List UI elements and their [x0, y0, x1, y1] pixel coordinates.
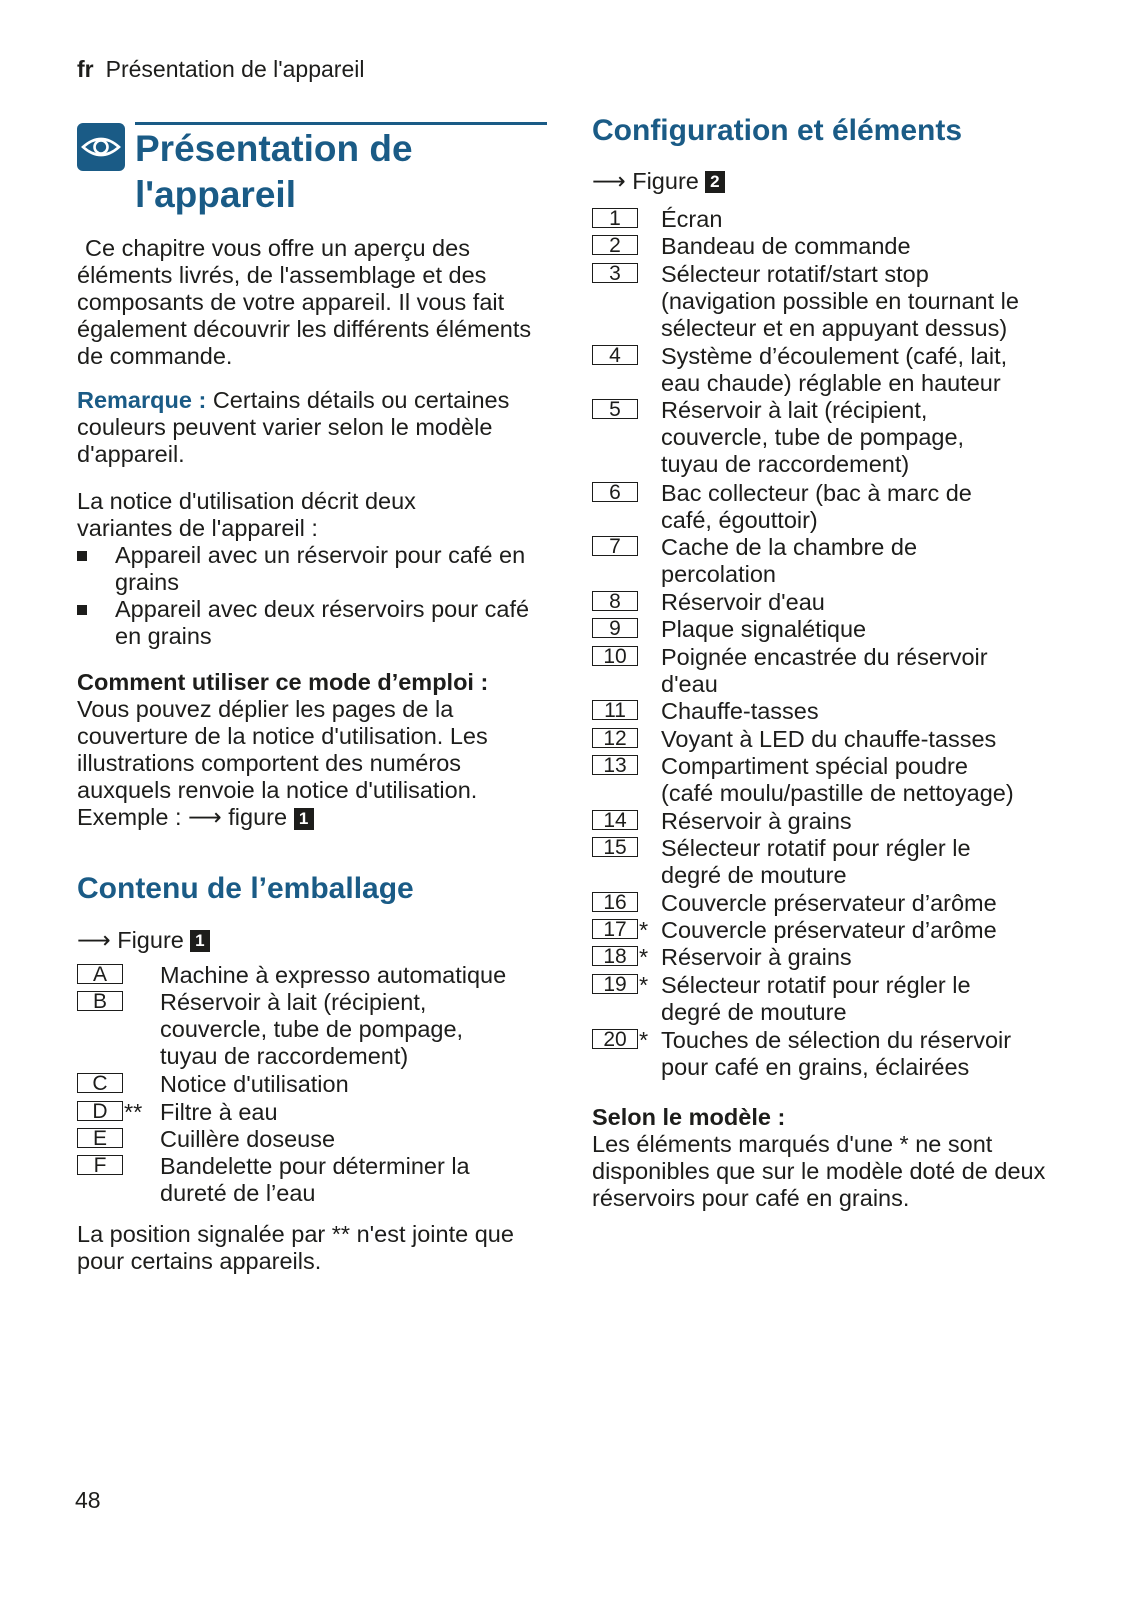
item-text: [661, 1027, 1011, 1081]
list-item: [592, 261, 1112, 343]
item-key: 1: [592, 208, 638, 228]
item-text: [661, 808, 852, 835]
item-key: 16: [592, 892, 638, 912]
item-text-line: Écran: [661, 206, 723, 232]
list-item: [77, 962, 597, 989]
intro-paragraph: Ce chapitre vous offre un aperçu des éléments livrés, de l'assemblage et des composants de votre appareil. Il vous fait également découvrir les différents éléments de commande.: [77, 235, 532, 369]
page-title-line1: Présentation de: [135, 128, 413, 169]
list-item: [592, 206, 1112, 233]
variants-intro: La notice d'utilisation décrit deux variantes de l'appareil :: [77, 488, 416, 541]
item-text-line: Réservoir à lait (récipient,: [160, 989, 427, 1016]
item-key: 19: [592, 974, 638, 994]
list-item: Appareil avec un réservoir pour café en grains: [77, 542, 547, 596]
list-item: [592, 753, 1112, 808]
list-item: [592, 644, 1112, 699]
item-text: [160, 989, 463, 1070]
item-key: 3: [592, 263, 638, 283]
item-text: [661, 397, 964, 478]
item-key: 10: [592, 646, 638, 666]
item-text-line: Bandelette pour déterminer la: [160, 1153, 470, 1180]
item-text: [160, 1126, 335, 1153]
item-text-line: Sélecteur rotatif pour régler le: [661, 835, 971, 862]
item-text: [160, 1153, 470, 1207]
list-item: [77, 1153, 597, 1208]
item-text-line: Cache de la chambre de: [661, 534, 918, 561]
item-key: F: [77, 1155, 123, 1175]
list-item: [592, 835, 1112, 890]
packaging-title: Contenu de l’emballage: [77, 872, 414, 905]
item-key: 18: [592, 946, 638, 966]
item-text-line: d'eau: [661, 670, 718, 697]
howto-title: Comment utiliser ce mode d’emploi :: [77, 669, 489, 695]
list-item: [592, 1027, 1112, 1082]
item-text: [661, 616, 866, 643]
item-text: [661, 972, 971, 1026]
item-text: [661, 698, 819, 725]
eye-icon: [77, 123, 125, 171]
figure-label: Figure: [117, 927, 184, 953]
model-note: [592, 1104, 1092, 1212]
item-text-line: Poignée encastrée du réservoir: [661, 643, 988, 670]
item-text: [661, 753, 1014, 807]
list-item: [77, 1099, 597, 1126]
list-item: [592, 397, 1112, 479]
item-text-line: Réservoir à grains: [661, 944, 852, 971]
packaging-footnote: La position signalée par ** n'est jointe que pour certains appareils.: [77, 1221, 514, 1274]
item-text: [661, 644, 988, 698]
arrow-icon: ⟶: [592, 168, 626, 194]
remark-label: Remarque :: [77, 387, 207, 413]
item-text: [661, 534, 917, 588]
item-text: [661, 343, 1007, 397]
example-word: figure: [228, 804, 288, 830]
item-text-line: Bac collecteur (bac à marc de: [661, 479, 972, 506]
howto-block: [77, 669, 547, 831]
list-item: [592, 726, 1112, 753]
item-text-line: dureté de l’eau: [160, 1180, 316, 1207]
item-key: B: [77, 991, 123, 1011]
list-item: [77, 989, 597, 1071]
item-text: [160, 1071, 349, 1098]
item-key: 7: [592, 536, 638, 556]
item-text: [661, 917, 997, 944]
item-marker: *: [639, 1026, 649, 1053]
remark-text: Certains détails ou certaines couleurs peuvent varier selon le modèle d'appareil.: [77, 387, 510, 467]
item-text-line: Filtre à eau: [160, 1098, 278, 1125]
page-title: [135, 126, 413, 218]
item-key: 5: [592, 399, 638, 419]
model-note-text: Les éléments marqués d'une * ne sont disponibles que sur le modèle doté de deux réservoirs pour café en grains.: [592, 1131, 1046, 1211]
item-text-line: Compartiment spécial poudre: [661, 753, 968, 779]
list-item: [592, 480, 1112, 535]
item-text-line: Couvercle préservateur d’arôme: [661, 889, 997, 916]
item-text-line: (navigation possible en tournant le: [661, 287, 1019, 314]
item-text-line: Réservoir d'eau: [661, 588, 825, 615]
packaging-figure-ref: [77, 926, 210, 954]
item-key: 8: [592, 591, 638, 611]
page-number: 48: [75, 1487, 101, 1513]
item-text: [661, 726, 996, 753]
list-item: [592, 589, 1112, 616]
item-marker: *: [639, 917, 649, 944]
item-text: [160, 962, 506, 989]
example-prefix: Exemple :: [77, 804, 182, 830]
config-figure-ref: [592, 167, 725, 195]
page-title-line2: l'appareil: [135, 174, 296, 215]
bullet-icon: [77, 551, 87, 561]
item-marker: *: [639, 944, 649, 971]
item-text-line: sélecteur et en appuyant dessus): [661, 314, 1008, 341]
list-item: [592, 698, 1112, 725]
item-text-line: Touches de sélection du réservoir: [661, 1026, 1012, 1053]
item-text-line: tuyau de raccordement): [160, 1043, 409, 1070]
item-text: [661, 261, 1019, 342]
item-key: 20: [592, 1029, 638, 1049]
header-title: Présentation de l'appareil: [105, 56, 365, 82]
list-item: Appareil avec deux réservoirs pour café en grains: [77, 596, 547, 650]
item-text-line: (café moulu/pastille de nettoyage): [661, 780, 1014, 806]
config-title: Configuration et éléments: [592, 114, 963, 147]
item-text-line: Bandeau de commande: [661, 233, 911, 260]
item-key: E: [77, 1128, 123, 1148]
item-text: [160, 1099, 278, 1126]
item-text-line: Réservoir à grains: [661, 807, 852, 834]
item-text: [661, 206, 722, 233]
figure-label: Figure: [632, 168, 699, 194]
item-text-line: Couvercle préservateur d’arôme: [661, 917, 997, 944]
running-header: [77, 56, 364, 83]
item-key: 9: [592, 618, 638, 638]
item-text-line: Sélecteur rotatif pour régler le: [661, 971, 971, 998]
item-text: [661, 480, 972, 534]
item-text-line: couvercle, tube de pompage,: [661, 424, 965, 451]
item-key: 17: [592, 919, 638, 939]
item-text-line: Voyant à LED du chauffe-tasses: [661, 725, 997, 752]
item-text-line: eau chaude) réglable en hauteur: [661, 369, 1001, 396]
figure-badge: 1: [190, 930, 210, 952]
item-text-line: Plaque signalétique: [661, 616, 867, 643]
item-text-line: degré de mouture: [661, 998, 847, 1025]
item-key: 4: [592, 345, 638, 365]
item-text-line: café, égouttoir): [661, 506, 818, 533]
item-text-line: Sélecteur rotatif/start stop: [661, 260, 929, 287]
item-key: 13: [592, 755, 638, 775]
item-text-line: Réservoir à lait (récipient,: [661, 397, 928, 424]
list-item: [592, 616, 1112, 643]
figure-badge: 2: [705, 171, 725, 193]
item-text-line: percolation: [661, 561, 776, 588]
list-item: [592, 808, 1112, 835]
figure-badge: 1: [294, 808, 314, 830]
list-item: [592, 917, 1112, 944]
item-text-line: degré de mouture: [661, 862, 847, 889]
item-key: 14: [592, 810, 638, 830]
list-item: [77, 1126, 597, 1153]
item-key: 15: [592, 837, 638, 857]
item-key: C: [77, 1073, 123, 1093]
item-marker: *: [639, 971, 649, 998]
item-text-line: Chauffe-tasses: [661, 698, 819, 725]
item-text: [661, 835, 971, 889]
item-text-line: Notice d'utilisation: [160, 1071, 349, 1098]
item-text: [661, 233, 911, 260]
title-rule: [135, 122, 547, 125]
list-item: [592, 534, 1112, 589]
item-text-line: tuyau de raccordement): [661, 451, 910, 478]
item-key: 6: [592, 482, 638, 502]
item-marker: **: [124, 1098, 143, 1125]
arrow-icon: ⟶: [188, 804, 222, 830]
model-note-title: Selon le modèle :: [592, 1104, 786, 1130]
item-key: 2: [592, 235, 638, 255]
list-item: [592, 890, 1112, 917]
list-item: [592, 343, 1112, 398]
item-key: A: [77, 964, 123, 984]
language-code: fr: [77, 56, 94, 82]
item-text: [661, 890, 997, 917]
item-text-line: Système d’écoulement (café, lait,: [661, 342, 1008, 369]
bullet-icon: [77, 605, 87, 615]
list-item: [592, 972, 1112, 1027]
arrow-icon: ⟶: [77, 927, 111, 953]
item-key: D: [77, 1101, 123, 1121]
list-item: [77, 1071, 597, 1098]
list-item: [592, 233, 1112, 260]
item-key: 12: [592, 728, 638, 748]
item-text-line: pour café en grains, éclairées: [661, 1053, 970, 1080]
item-text: [661, 944, 852, 971]
item-text-line: Machine à expresso automatique: [160, 962, 507, 988]
variants-list: [77, 542, 547, 650]
item-text: [661, 589, 825, 616]
item-text-line: couvercle, tube de pompage,: [160, 1016, 464, 1043]
list-item: [592, 944, 1112, 971]
item-text-line: Cuillère doseuse: [160, 1125, 336, 1152]
remark-paragraph: [77, 387, 537, 468]
howto-text: Vous pouvez déplier les pages de la couverture de la notice d'utilisation. Les illustrations comportent des numéros auxquels renvoie la notice d'utilisation.: [77, 696, 488, 803]
item-key: 11: [592, 700, 638, 720]
